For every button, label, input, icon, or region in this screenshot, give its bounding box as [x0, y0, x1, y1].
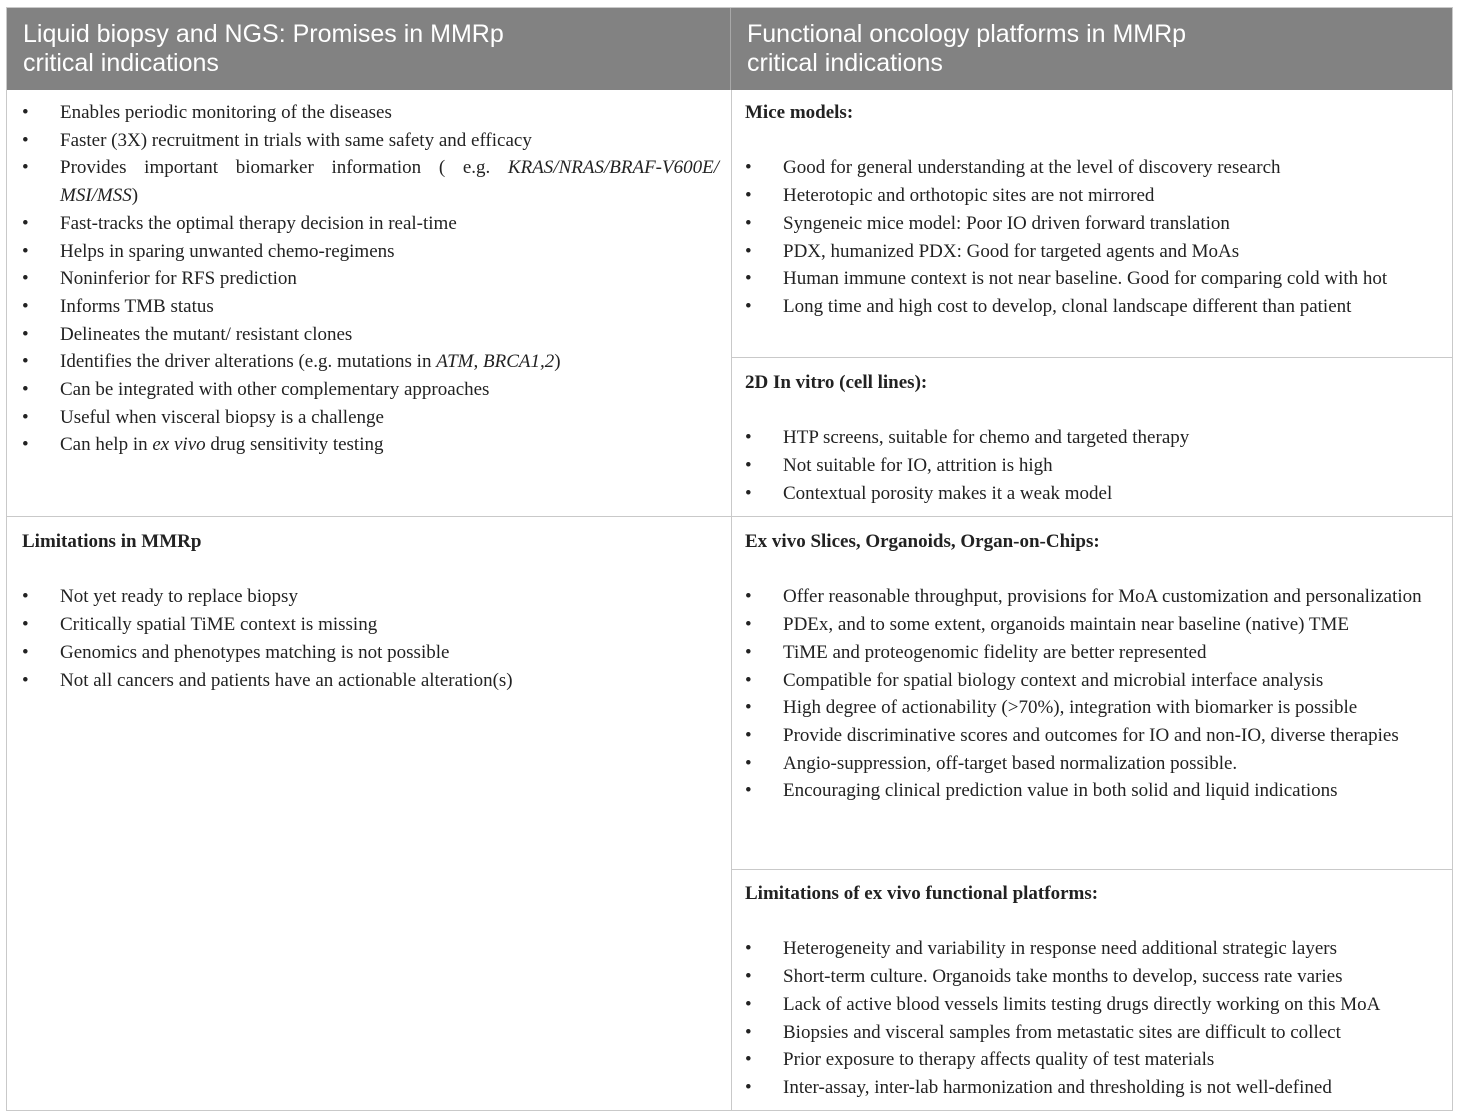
list-item: • Angio-suppression, off-target based normalization possible.: [745, 750, 1439, 778]
promises-list: [22, 99, 719, 459]
list-item: • Useful when visceral biopsy is a challenge: [22, 404, 719, 432]
list-item: • TiME and proteogenomic fidelity are better represented: [745, 639, 1439, 667]
list-item: • Fast-tracks the optimal therapy decision in real-time: [22, 210, 719, 238]
ex-vivo-limitations-title: Limitations of ex vivo functional platforms:: [745, 883, 1099, 904]
list-item: • PDX, humanized PDX: Good for targeted agents and MoAs: [745, 238, 1439, 266]
list-item: • Genomics and phenotypes matching is not possible: [22, 639, 719, 667]
list-item: • Critically spatial TiME context is missing: [22, 611, 719, 639]
mice-models-title: Mice models:: [745, 102, 854, 123]
list-item: • PDEx, and to some extent, organoids maintain near baseline (native) TME: [745, 611, 1439, 639]
list-item: • Contextual porosity makes it a weak model: [745, 480, 1439, 508]
comparison-table: [6, 7, 1453, 1111]
header-left: [7, 8, 731, 90]
header-right: [731, 8, 1452, 90]
list-item: • Heterotopic and orthotopic sites are not mirrored: [745, 182, 1439, 210]
mice-models-list: [745, 154, 1439, 320]
ex-vivo-list: [745, 583, 1439, 805]
mice-models-cell: [745, 99, 1439, 321]
column-divider: [731, 90, 732, 1110]
list-item: • Good for general understanding at the level of discovery research: [745, 154, 1439, 182]
header-left-line2: critical indications: [23, 49, 219, 77]
list-item: • Faster (3X) recruitment in trials with same safety and efficacy: [22, 127, 719, 155]
list-item: • Biopsies and visceral samples from metastatic sites are difficult to collect: [745, 1019, 1439, 1047]
header-right-line2: critical indications: [747, 49, 943, 77]
list-item: • Heterogeneity and variability in response need additional strategic layers: [745, 935, 1439, 963]
list-item: • Not all cancers and patients have an actionable alteration(s): [22, 667, 719, 695]
row-divider-right-1: [731, 357, 1452, 358]
ex-vivo-title: Ex vivo Slices, Organoids, Organ-on-Chips:: [745, 531, 1100, 552]
ex-vivo-limitations-list: [745, 935, 1439, 1101]
in-vitro-title: 2D In vitro (cell lines):: [745, 372, 928, 393]
list-item: • Noninferior for RFS prediction: [22, 265, 719, 293]
row-divider-main: [7, 516, 1452, 517]
list-item: • Informs TMB status: [22, 293, 719, 321]
list-item: • Enables periodic monitoring of the diseases: [22, 99, 719, 127]
limitations-mmrp-title: Limitations in MMRp: [22, 531, 202, 552]
list-item: • Lack of active blood vessels limits testing drugs directly working on this MoA: [745, 991, 1439, 1019]
list-item: • Inter-assay, inter-lab harmonization and thresholding is not well-defined: [745, 1074, 1439, 1102]
list-item: • Helps in sparing unwanted chemo-regimens: [22, 238, 719, 266]
promises-cell: [22, 99, 719, 459]
row-divider-right-2: [731, 869, 1452, 870]
limitations-mmrp-cell: [22, 528, 719, 694]
list-item: • Long time and high cost to develop, clonal landscape different than patient: [745, 293, 1439, 321]
in-vitro-list: [745, 424, 1439, 507]
list-item: • Provides important biomarker information ( e.g. KRAS/NRAS/BRAF-V600E/ MSI/MSS): [22, 154, 719, 209]
header-left-line1: Liquid biopsy and NGS: Promises in MMRp: [23, 20, 504, 48]
list-item: • Can help in ex vivo drug sensitivity testing: [22, 431, 719, 459]
list-item: • Compatible for spatial biology context and microbial interface analysis: [745, 667, 1439, 695]
ex-vivo-cell: [745, 528, 1439, 805]
header-right-line1: Functional oncology platforms in MMRp: [747, 20, 1187, 48]
list-item: • Short-term culture. Organoids take months to develop, success rate varies: [745, 963, 1439, 991]
list-item: • Provide discriminative scores and outcomes for IO and non-IO, diverse therapies: [745, 722, 1439, 750]
list-item: • Human immune context is not near baseline. Good for comparing cold with hot: [745, 265, 1439, 293]
list-item: • HTP screens, suitable for chemo and targeted therapy: [745, 424, 1439, 452]
list-item: • Syngeneic mice model: Poor IO driven forward translation: [745, 210, 1439, 238]
list-item: • High degree of actionability (>70%), integration with biomarker is possible: [745, 694, 1439, 722]
list-item: • Identifies the driver alterations (e.g. mutations in ATM, BRCA1,2): [22, 348, 719, 376]
limitations-mmrp-list: [22, 583, 719, 694]
list-item: • Prior exposure to therapy affects quality of test materials: [745, 1046, 1439, 1074]
list-item: • Not yet ready to replace biopsy: [22, 583, 719, 611]
in-vitro-cell: [745, 369, 1439, 508]
list-item: • Delineates the mutant/ resistant clones: [22, 321, 719, 349]
ex-vivo-limitations-cell: [745, 880, 1439, 1102]
list-item: • Can be integrated with other complementary approaches: [22, 376, 719, 404]
list-item: • Encouraging clinical prediction value in both solid and liquid indications: [745, 777, 1439, 805]
list-item: • Offer reasonable throughput, provisions for MoA customization and personalization: [745, 583, 1439, 611]
list-item: • Not suitable for IO, attrition is high: [745, 452, 1439, 480]
